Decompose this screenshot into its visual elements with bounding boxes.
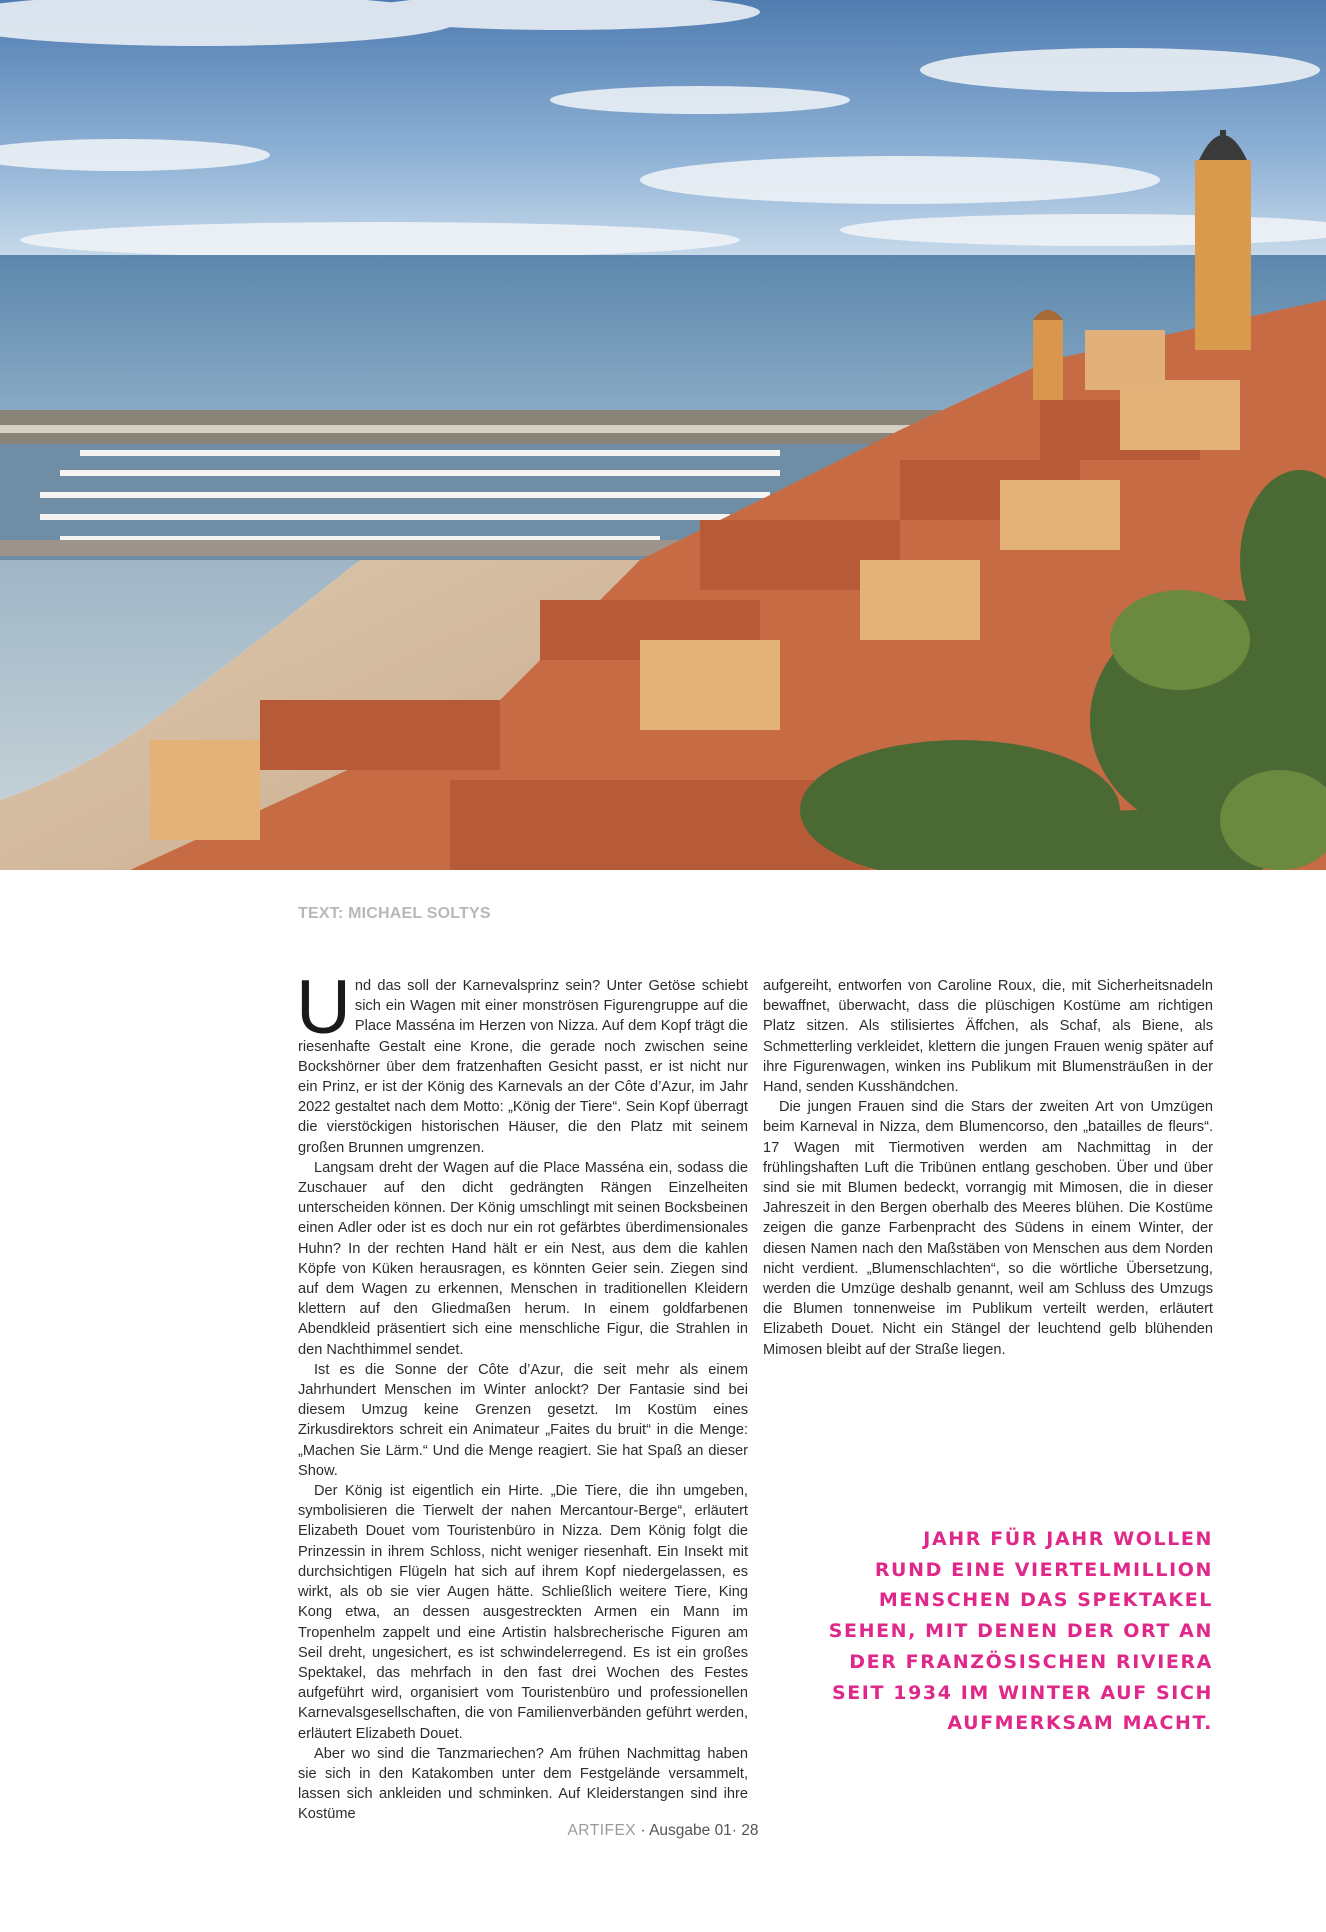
page-footer — [0, 1822, 1326, 1840]
paragraph-text: nd das soll der Karnevalsprinz sein? Unter Getöse schiebt sich ein Wagen mit einer monströsen Figurengruppe auf die Place Masséna im Herzen von Nizza. Auf dem Kopf trägt die riesenhafte Gestalt eine Krone, die gerade noch zwischen seine Bockshörner über dem fratzenhaften Gesicht passt, er ist nicht nur ein Prinz, er ist der König des Karnevals an der Côte d’Azur, im Jahr 2022 gestaltet nach dem Motto: „König der Tiere“. Sein Kopf überragt die vierstöckigen historischen Häuser, die den Platz mit seinem großen Brunnen umgrenzen. — [298, 978, 748, 1156]
article-paragraph: Langsam dreht der Wagen auf die Place Masséna ein, sodass die Zuschauer auf den dicht gedrängten Rängen Einzelheiten unterscheiden können. Der König umschlingt mit seinen Bocksbeinen einen Adler oder ist es doch nur ein rot gefärbtes überdimensionales Huhn? In der rechten Hand hält er ein Nest, aus dem die kahlen Köpfe von Küken herausragen, es könnten Geier sein. Ziegen sind auf dem Wagen zu erkennen, Menschen in traditionellen Kleidern klettern auf den Gliedmaßen herum. In einem goldfarbenen Abendkleid präsentiert sich eine menschliche Figur, die Strahlen in den Nachthimmel sendet. — [298, 1159, 748, 1358]
article-column-left — [296, 965, 748, 1825]
pull-quote — [793, 1524, 1213, 1739]
pull-quote-line: MENSCHEN DAS SPEKTAKEL — [878, 1589, 1213, 1612]
author-credit: TEXT: MICHAEL SOLTYS — [298, 905, 491, 922]
pull-quote-line: SEIT 1934 IM WINTER AUF SICH — [831, 1681, 1213, 1704]
drop-cap: U — [296, 965, 351, 1050]
article-paragraph: Die jungen Frauen sind die Stars der zweiten Art von Umzügen beim Karneval in Nizza, dem Blumencorso, den „batailles de fleurs“. 17 Wagen mit Tiermotiven werden am Nachmittag in der frühlingshaften Luft die Tribünen entlang geschoben. Über und über sind sie mit Blumen bedeckt, vorrangig mit Mimosen, die in dieser Jahreszeit in den Bergen oberhalb des Meeres blühen. Die Kostüme zeigen die ganze Farbenpracht des Südens in einem Winter, der diesen Namen nach den Maßstäben von Menschen aus dem Norden nicht verdient. „Blumenschlachten“, so die wörtliche Übersetzung, werden die Umzüge deshalb genannt, weil am Schluss des Umzugs die Blumen tonnenweise im Publikum verteilt werden, erläutert Elizabeth Douet. Nicht ein Stängel der leuchtend gelb blühenden Mimosen bleibt auf der Straße liegen. — [763, 1099, 1213, 1358]
pull-quote-line: DER FRANZÖSISCHEN RIVIERA — [849, 1650, 1213, 1673]
magazine-name: ARTIFEX — [567, 1822, 637, 1839]
pull-quote-line: AUFMERKSAM MACHT. — [947, 1712, 1213, 1735]
article-paragraph — [296, 965, 748, 1158]
article-paragraph: Ist es die Sonne der Côte d’Azur, die seit mehr als einem Jahrhundert Menschen im Winter anlockt? Der Fantasie sind bei diesem Umzug keine Grenzen gesetzt. Im Kostüm eines Zirkusdirektors schreit ein Animateur „Faites du bruit“ in die Menge: „Machen Sie Lärm.“ Und die Menge reagiert. Sie hat Spaß an dieser Show. — [298, 1361, 748, 1479]
article-paragraph: Der König ist eigentlich ein Hirte. „Die Tiere, die ihn umgeben, symbolisieren die Tierwelt der nahen Mercantour-Berge“, erläutert Elizabeth Douet vom Touristenbüro in Nizza. Dem König folgt die Prinzessin in ihrem Schloss, nicht weniger riesenhaft. Ein Insekt mit durchsichtigen Flügeln hat sich auf ihrem Kopf niedergelassen, es wirkt, als ob sie vier Augen hätte. Schließlich weitere Tiere, King Kong etwa, an dessen ausgestreckten Armen ein Mann im Tropenhelm zappelt und eine Artistin halsbrecherische Figuren am Seil dreht, ungesichert, es ist schwindelerregend. Es ist ein großes Spektakel, das mehrfach in den fast drei Wochen des Festes aufgeführt wird, organisiert vom Touristenbüro und professionellen Karnevalsgesellschaften, die von Familienverbänden geführt werden, erläutert Elizabeth Douet. — [298, 1483, 748, 1742]
hero-photo-menton-harbor — [0, 0, 1326, 870]
pull-quote-line: SEHEN, MIT DENEN DER ORT AN — [828, 1620, 1213, 1643]
pull-quote-line: JAHR FÜR JAHR WOLLEN — [923, 1528, 1213, 1550]
article-column-right — [763, 976, 1213, 1360]
article-paragraph: Aber wo sind die Tanzmariechen? Am frühen Nachmittag haben sie sich in den Katakomben unter dem Festgelände versammelt, lassen sich ankleiden und schminken. Auf Kleiderstangen sind ihre Kostüme — [298, 1745, 748, 1823]
pull-quote-line: RUND EINE VIERTELMILLION — [874, 1558, 1213, 1581]
article-paragraph: aufgereiht, entworfen von Caroline Roux, die, mit Sicherheitsnadeln bewaffnet, überwacht, dass die plüschigen Kostüme am richtigen Platz sitzen. Als stilisiertes Äffchen, als Schaf, als Biene, als Schmetterling verkleidet, klettern die jungen Frauen wenig später auf ihre Figurenwagen, winken ins Publikum mit Blumensträußen in der Hand, senden Kusshändchen. — [763, 978, 1213, 1096]
issue-page-number: · Ausgabe 01· 28 — [640, 1822, 759, 1839]
